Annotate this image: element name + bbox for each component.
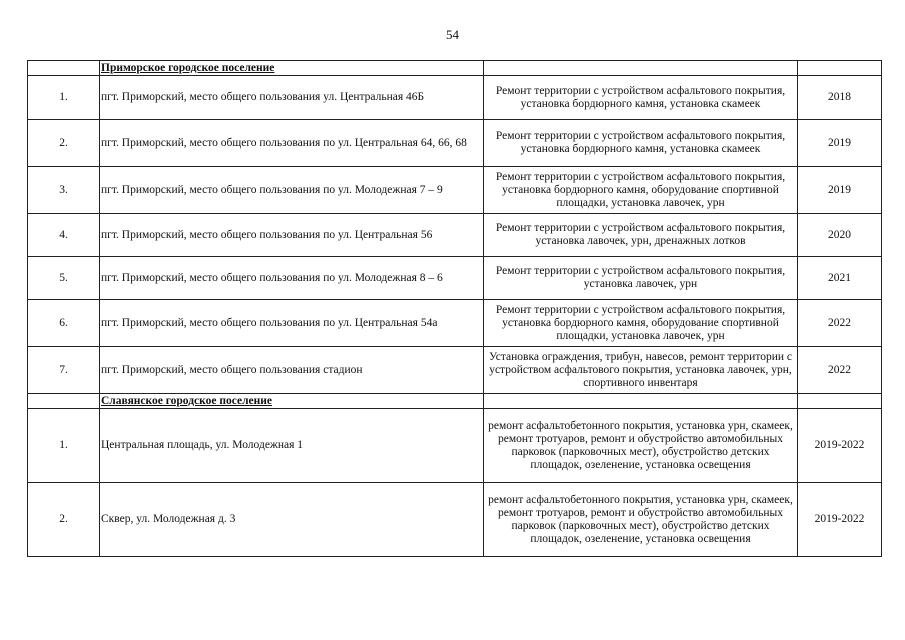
row-number: 6. xyxy=(28,300,100,347)
row-number: 4. xyxy=(28,214,100,257)
section-title: Славянское городское поселение xyxy=(100,394,484,409)
row-address: Центральная площадь, ул. Молодежная 1 xyxy=(100,409,484,483)
row-address: пгт. Приморский, место общего пользования стадион xyxy=(100,347,484,394)
improvement-table xyxy=(27,60,882,557)
row-works: Ремонт территории с устройством асфальтового покрытия, установка лавочек, урн xyxy=(484,257,798,300)
row-year: 2022 xyxy=(798,300,882,347)
row-year: 2019-2022 xyxy=(798,483,882,557)
row-works: Ремонт территории с устройством асфальтового покрытия, установка бордюрного камня, установка скамеек xyxy=(484,76,798,120)
section-num-cell xyxy=(28,61,100,76)
section-num-cell xyxy=(28,394,100,409)
table-row xyxy=(28,409,882,483)
row-number: 2. xyxy=(28,120,100,167)
row-address: пгт. Приморский, место общего пользования по ул. Молодежная 7 – 9 xyxy=(100,167,484,214)
table-row xyxy=(28,76,882,120)
row-number: 3. xyxy=(28,167,100,214)
section-header-row xyxy=(28,61,882,76)
section-works-cell xyxy=(484,61,798,76)
row-year: 2019 xyxy=(798,120,882,167)
row-address: пгт. Приморский, место общего пользования ул. Центральная 46Б xyxy=(100,76,484,120)
row-year: 2019-2022 xyxy=(798,409,882,483)
row-works: Ремонт территории с устройством асфальтового покрытия, установка бордюрного камня, установка скамеек xyxy=(484,120,798,167)
row-works: Ремонт территории с устройством асфальтового покрытия, установка лавочек, урн, дренажных лотков xyxy=(484,214,798,257)
table-row xyxy=(28,347,882,394)
row-address: пгт. Приморский, место общего пользования по ул. Центральная 56 xyxy=(100,214,484,257)
section-year-cell xyxy=(798,61,882,76)
section-title: Приморское городское поселение xyxy=(100,61,484,76)
row-year: 2018 xyxy=(798,76,882,120)
table-row xyxy=(28,257,882,300)
row-address: пгт. Приморский, место общего пользования по ул. Центральная 64, 66, 68 xyxy=(100,120,484,167)
row-year: 2019 xyxy=(798,167,882,214)
row-address: Сквер, ул. Молодежная д. 3 xyxy=(100,483,484,557)
table-row xyxy=(28,483,882,557)
row-works: Установка ограждения, трибун, навесов, ремонт территории с устройством асфальтового покрытия, установка лавочек, урн, спортивного инвентаря xyxy=(484,347,798,394)
row-works: Ремонт территории с устройством асфальтового покрытия, установка бордюрного камня, оборудование спортивной площадки, установка лавочек, урн xyxy=(484,300,798,347)
row-works: Ремонт территории с устройством асфальтового покрытия, установка бордюрного камня, оборудование спортивной площадки, установка лавочек, урн xyxy=(484,167,798,214)
table-row xyxy=(28,214,882,257)
row-number: 7. xyxy=(28,347,100,394)
table-row xyxy=(28,167,882,214)
row-number: 5. xyxy=(28,257,100,300)
row-year: 2020 xyxy=(798,214,882,257)
row-number: 1. xyxy=(28,409,100,483)
table-row xyxy=(28,300,882,347)
row-year: 2022 xyxy=(798,347,882,394)
row-works: ремонт асфальтобетонного покрытия, установка урн, скамеек, ремонт тротуаров, ремонт и обустройство автомобильных парковок (парковочных мест), обустройство детских площадок, озеленение, установка освещения xyxy=(484,409,798,483)
row-address: пгт. Приморский, место общего пользования по ул. Центральная 54а xyxy=(100,300,484,347)
section-header-row xyxy=(28,394,882,409)
section-year-cell xyxy=(798,394,882,409)
row-works: ремонт асфальтобетонного покрытия, установка урн, скамеек, ремонт тротуаров, ремонт и обустройство автомобильных парковок (парковочных мест), обустройство детских площадок, озеленение, установка освещения xyxy=(484,483,798,557)
row-number: 1. xyxy=(28,76,100,120)
row-number: 2. xyxy=(28,483,100,557)
row-address: пгт. Приморский, место общего пользования по ул. Молодежная 8 – 6 xyxy=(100,257,484,300)
table-row xyxy=(28,120,882,167)
page-number: 54 xyxy=(446,27,459,42)
row-year: 2021 xyxy=(798,257,882,300)
section-works-cell xyxy=(484,394,798,409)
